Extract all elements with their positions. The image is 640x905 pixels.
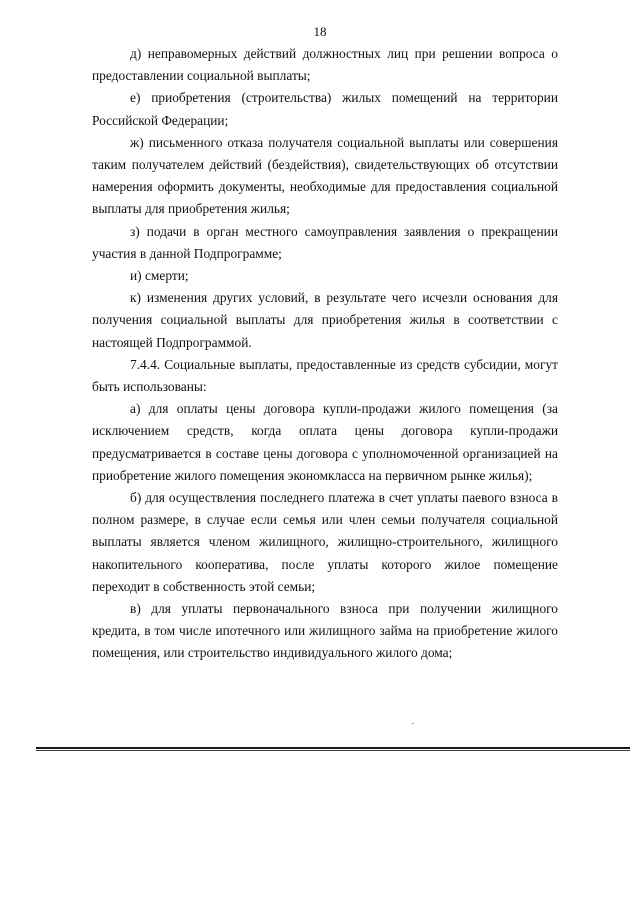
scan-speck	[412, 723, 414, 724]
document-body	[92, 43, 558, 665]
paragraph-b: б) для осуществления последнего платежа в счет уплаты паевого взноса в полном размере, в случае если семья или член семьи получателя социальной выплаты является членом жилищного, жилищно-строительного, жилищного накопительного кооператива, после уплаты которого жилое помещение переходит в собственность этой семьи;	[92, 490, 558, 594]
horizontal-rule-shadow	[36, 750, 630, 751]
horizontal-rule	[36, 747, 630, 749]
paragraph-a: а) для оплаты цены договора купли-продажи жилого помещения (за исключением средств, когда оплата цены договора купли-продажи предусматривается в составе цены договора с уполномоченной организацией на приобретение жилого помещения экономкласса на первичном рынке жилья);	[92, 401, 558, 483]
paragraph-z: з) подачи в орган местного самоуправления заявления о прекращении участия в данной Подпрограмме;	[92, 223, 558, 261]
paragraph-k: к) изменения других условий, в результате чего исчезли основания для получения социальной выплаты для приобретения жилья в соответствии с настоящей Подпрограммой.	[92, 290, 558, 350]
page-number: 18	[313, 24, 327, 39]
paragraph-d: д) неправомерных действий должностных лиц при решении вопроса о предоставлении социальной выплаты;	[92, 46, 558, 84]
paragraph-v: в) для уплаты первоначального взноса при получении жилищного кредита, в том числе ипотечного или жилищного займа на приобретение жилого помещения, или строительство индивидуального жилого дома;	[92, 601, 558, 661]
paragraph-zh: ж) письменного отказа получателя социальной выплаты или совершения таким получателем действий (бездействия), свидетельствующих об отсутствии намерения оформить документы, необходимые для предоставления социальной выплаты для приобретения жилья;	[92, 134, 558, 217]
paragraph-7-4-4: 7.4.4. Социальные выплаты, предоставленные из средств субсидии, могут быть использованы:	[92, 356, 558, 395]
paragraph-e: е) приобретения (строительства) жилых помещений на территории Российской Федерации;	[92, 90, 558, 128]
paragraph-i: и) смерти;	[130, 268, 189, 284]
